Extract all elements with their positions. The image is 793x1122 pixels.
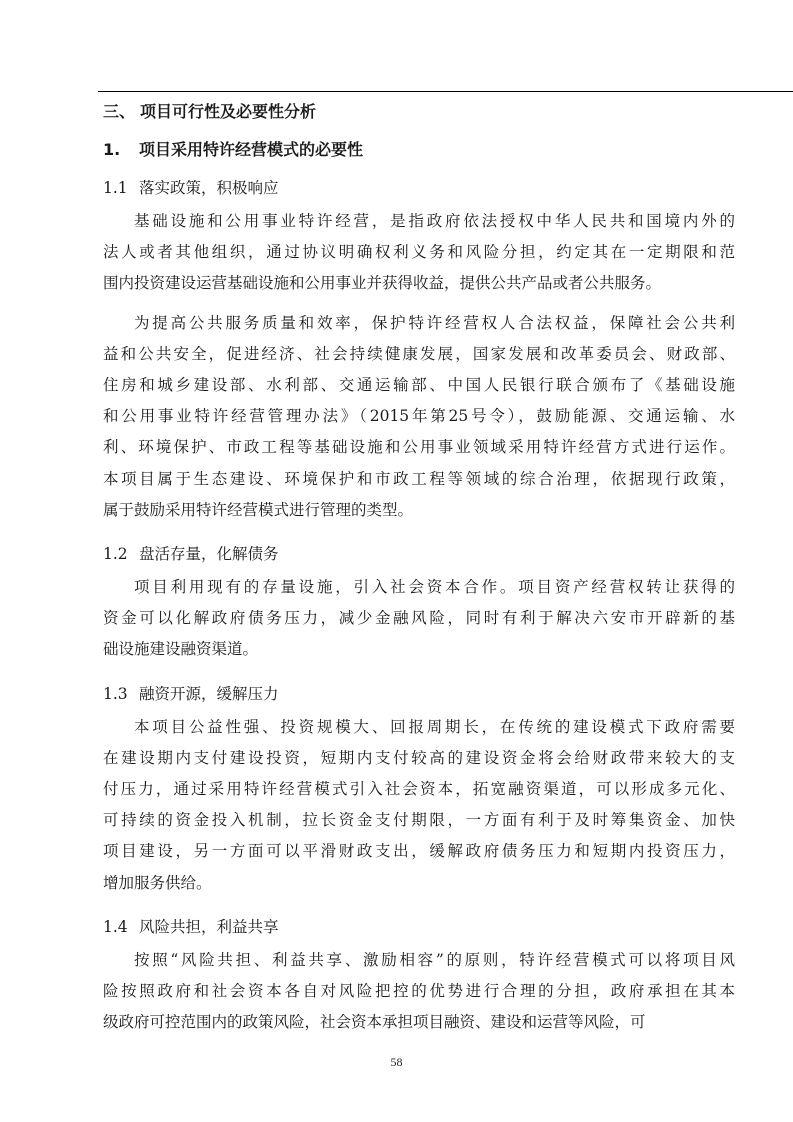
section-heading — [103, 102, 743, 122]
paragraph-line: 益和公共安全，促进经济、社会持续健康发展，国家发展和改革委员会、财政部、 — [103, 344, 735, 363]
paragraph-line: 资金可以化解政府债务压力，减少金融风险，同时有利于解决六安市开辟新的基 — [103, 609, 735, 628]
section-number: 三、 — [103, 102, 136, 121]
paragraph-line: 本项目属于生态建设、环境保护和市政工程等领域的综合治理，依据现行政策， — [103, 469, 735, 488]
subsection-heading — [103, 140, 743, 160]
paragraph — [103, 308, 743, 526]
item-title: 落实政策，积极响应 — [139, 179, 279, 197]
item-heading — [103, 544, 743, 564]
item-number: 1.1 — [103, 179, 128, 197]
subsection-number: 1. — [103, 140, 121, 159]
paragraph-line: 基础设施和公用事业特许经营，是指政府依法授权中华人民共和国境内外的 — [134, 212, 735, 230]
paragraph-line: 础设施建设融资渠道。 — [103, 640, 259, 659]
item-number: 1.4 — [103, 917, 128, 936]
item-heading — [103, 178, 743, 198]
paragraph-line: 项目利用现有的存量设施，引入社会资本合作。项目资产经营权转让获得的 — [134, 578, 735, 597]
paragraph-line: 法人或者其他组织，通过协议明确权利义务和风险分担，约定其在一定期限和范 — [103, 243, 735, 262]
paragraph-line: 利、环境保护、市政工程等基础设施和公用事业领域采用特许经营方式进行运作。 — [103, 438, 735, 457]
paragraph — [103, 712, 743, 899]
item-heading — [103, 684, 743, 704]
item-title: 融资开源，缓解压力 — [139, 684, 279, 703]
page-number: 58 — [390, 1055, 403, 1069]
item-heading — [103, 917, 743, 937]
paragraph — [103, 572, 743, 666]
paragraph — [103, 206, 743, 300]
paragraph-line: 付压力，通过采用特许经营模式引入社会资本，拓宽融资渠道，可以形成多元化、 — [103, 780, 735, 799]
subsection-items — [103, 178, 743, 1038]
paragraph-line: 为提高公共服务质量和效率，保护特许经营权人合法权益，保障社会公共利 — [134, 313, 735, 332]
item-title: 风险共担，利益共享 — [139, 917, 279, 936]
paragraph-line: 属于鼓励采用特许经营模式进行管理的类型。 — [103, 500, 414, 519]
paragraph-line: 本项目公益性强、投资规模大、回报周期长，在传统的建设模式下政府需要 — [134, 717, 735, 736]
paragraph-line: 围内投资建设运营基础设施和公用事业并获得收益，提供公共产品或者公共服务。 — [103, 274, 662, 293]
paragraph — [103, 945, 743, 1039]
item-title: 盘活存量，化解债务 — [139, 545, 279, 564]
item-number: 1.2 — [103, 545, 128, 564]
paragraph-line: 险按照政府和社会资本各自对风险把控的优势进行合理的分担，政府承担在其本 — [103, 982, 735, 1001]
paragraph-line: 住房和城乡建设部、水利部、交通运输部、中国人民银行联合颁布了《基础设施 — [103, 376, 735, 395]
section-title: 项目可行性及必要性分析 — [140, 102, 317, 121]
paragraph-line: 级政府可控范围内的政策风险，社会资本承担项目融资、建设和运营等风险，可 — [103, 1013, 646, 1032]
paragraph-line: 项目建设，另一方面可以平滑财政支出，缓解政府债务压力和短期内投资压力， — [103, 842, 735, 861]
paragraph-line: 按照“风险共担、利益共享、激励相容”的原则，特许经营模式可以将项目风 — [134, 950, 735, 969]
paragraph-line: 在建设期内支付建设投资，短期内支付较高的建设资金将会给财政带来较大的支 — [103, 748, 735, 767]
paragraph-line: 可持续的资金投入机制，拉长资金支付期限，一方面有利于及时筹集资金、加快 — [103, 811, 735, 830]
document-body — [103, 92, 743, 1038]
item-number: 1.3 — [103, 684, 128, 703]
subsection-title: 项目采用特许经营模式的必要性 — [139, 140, 364, 159]
paragraph-line: 和公用事业特许经营管理办法》（2015年第25号令），鼓励能源、交通运输、水 — [103, 407, 735, 426]
paragraph-line: 增加服务供给。 — [103, 873, 212, 892]
